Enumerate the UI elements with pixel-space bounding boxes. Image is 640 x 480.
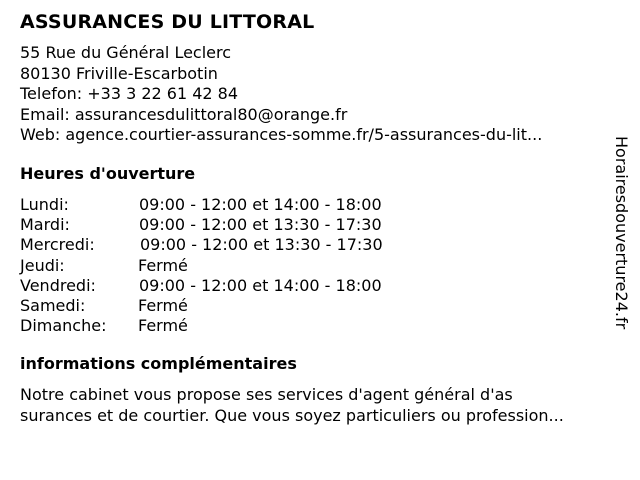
day-label: Mercredi: <box>20 235 95 255</box>
hours-row-thursday <box>20 256 383 276</box>
street: 55 Rue du Général Leclerc <box>20 43 232 62</box>
email: Email: assurancesdulittoral80@orange.fr <box>20 104 348 124</box>
city: 80130 Friville-Escarbotin <box>20 63 218 83</box>
description-line: Notre cabinet vous propose ses services d'agent général d'as <box>20 385 513 404</box>
day-label: Samedi: <box>20 296 86 316</box>
day-hours: 09:00 - 12:00 et 13:30 - 17:30 <box>140 235 383 255</box>
hours-table <box>20 195 383 336</box>
day-hours: Fermé <box>138 296 188 316</box>
day-label: Mardi: <box>20 215 70 235</box>
description <box>20 384 564 426</box>
hours-row-friday <box>20 276 383 296</box>
hours-row-wednesday <box>20 235 383 255</box>
day-hours: Fermé <box>138 316 188 336</box>
day-hours: Fermé <box>138 255 188 275</box>
hours-row-saturday <box>20 296 383 316</box>
hours-row-sunday <box>20 316 383 336</box>
day-label: Lundi: <box>20 195 69 214</box>
day-label: Dimanche: <box>20 316 107 336</box>
business-name: ASSURANCES DU LITTORAL <box>20 11 315 33</box>
day-hours: 09:00 - 12:00 et 14:00 - 18:00 <box>139 275 382 295</box>
info-heading: informations complémentaires <box>20 354 297 373</box>
hours-heading: Heures d'ouverture <box>20 164 196 183</box>
day-label: Vendredi: <box>20 275 96 295</box>
address-block <box>20 43 542 146</box>
phone: Telefon: +33 3 22 61 42 84 <box>20 84 239 103</box>
description-line: surances et de courtier. Que vous soyez particuliers ou profession... <box>20 406 564 425</box>
website: Web: agence.courtier-assurances-somme.fr/5-assurances-du-lit... <box>20 125 543 144</box>
watermark-text: Horairesdouverture24.fr <box>612 136 631 330</box>
hours-row-tuesday <box>20 215 383 235</box>
hours-row-monday <box>20 195 383 215</box>
day-hours: 09:00 - 12:00 et 13:30 - 17:30 <box>139 215 382 235</box>
day-hours: 09:00 - 12:00 et 14:00 - 18:00 <box>139 195 382 214</box>
day-label: Jeudi: <box>20 255 65 275</box>
